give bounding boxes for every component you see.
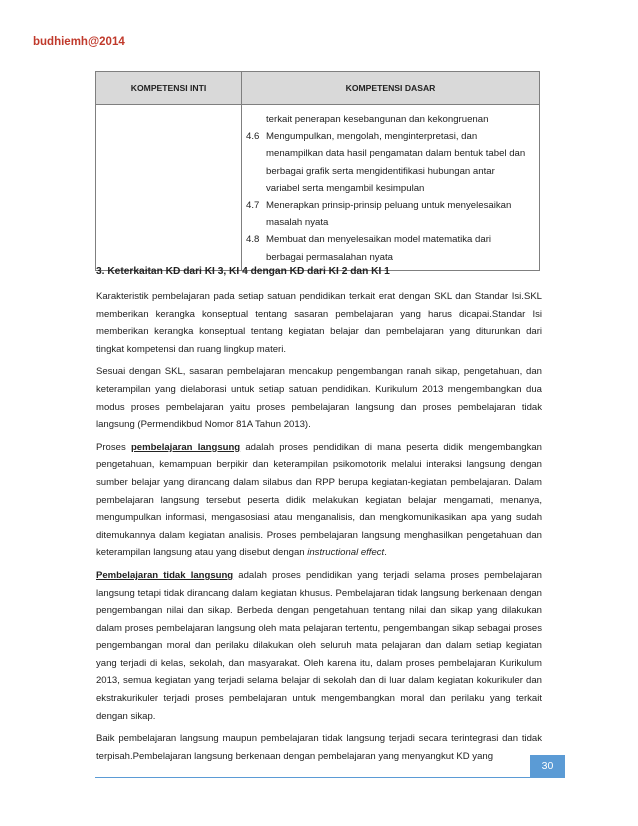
p4-body: adalah proses pendidikan yang terjadi selama proses pembelajaran langsung tetapi tidak dirancang dalam kegiatan khusus. Pembelajaran tidak langsung berkenaan dengan pengembangan nilai dan sikap. Berbeda dengan pengetahuan tentang nilai dan sikap yang dilakukan dalam proses pembelajaran langsung oleh mata pelajaran tertentu, pengembangan sikap sebagai proses pengembangan moral dan perilaku dilakukan oleh seluruh mata pelajaran dan dalam setiap kegiatan yang terjadi di kelas, sekolah, dan masyarakat. Oleh karena itu, dalam proses pembelajaran Kurikulum 2013, semua kegiatan yang terjadi selama belajar di sekolah dan di luar dalam kegiatan kokurikuler dan ekstrakurikuler terjadi proses pembelajaran untuk mengembangkan moral dan perilaku yang terkait dengan sikap. — [96, 569, 542, 722]
table-header-row — [96, 72, 540, 105]
section-heading: 3. Keterkaitan KD dari KI 3, KI 4 dengan KD dari KI 2 dan KI 1 — [96, 266, 390, 277]
kd-text: berbagai grafik serta mengidentifikasi hubungan antar — [266, 165, 495, 177]
page-number: 30 — [530, 755, 565, 777]
body-text — [96, 288, 542, 770]
kd-line — [246, 163, 533, 180]
kd-text: Menerapkan prinsip-prinsip peluang untuk menyelesaikan — [266, 200, 512, 212]
header-kompetensi-dasar: KOMPETENSI DASAR — [242, 72, 540, 105]
kd-text: Mengumpulkan, mengolah, menginterpretasi, dan — [266, 131, 478, 143]
kd-line — [246, 180, 533, 197]
kd-line — [246, 197, 533, 214]
kd-number — [246, 163, 266, 180]
kd-number — [246, 214, 266, 231]
kd-line — [246, 128, 533, 145]
kd-line — [246, 231, 533, 248]
kompetensi-table — [95, 71, 540, 271]
p3-end: . — [384, 547, 387, 559]
kompetensi-inti-cell — [96, 105, 242, 271]
kd-number — [246, 145, 266, 162]
kd-text: berbagai permasalahan nyata — [266, 251, 393, 263]
term-pembelajaran-tidak-langsung: Pembelajaran tidak langsung — [96, 569, 234, 581]
kd-number — [246, 249, 266, 266]
kd-number — [246, 111, 266, 128]
table-row — [96, 105, 540, 271]
term-instructional-effect: instructional effect — [307, 547, 385, 559]
kd-text: terkait penerapan kesebangunan dan kekongruenan — [266, 114, 489, 125]
kompetensi-dasar-list — [242, 105, 539, 270]
kd-line — [246, 111, 533, 128]
kd-text: menampilkan data hasil pengamatan dalam bentuk tabel dan — [266, 148, 526, 160]
kd-number — [246, 180, 266, 197]
kd-text: Membuat dan menyelesaikan model matematika dari — [266, 234, 492, 246]
kd-line — [246, 249, 533, 266]
term-pembelajaran-langsung: pembelajaran langsung — [130, 441, 241, 453]
kompetensi-dasar-cell — [242, 105, 540, 271]
kd-text: masalah nyata — [266, 217, 329, 229]
footer-rule — [95, 777, 565, 778]
kd-line — [246, 214, 533, 231]
paragraph-pembelajaran-langsung — [96, 439, 542, 562]
kd-line — [246, 145, 533, 162]
kd-text: variabel serta mengambil kesimpulan — [266, 182, 425, 194]
kd-number: 4.7 — [246, 200, 260, 212]
kd-number: 4.6 — [246, 131, 260, 143]
header-kompetensi-inti: KOMPETENSI INTI — [96, 72, 242, 105]
paragraph-karakteristik: Karakteristik pembelajaran pada setiap satuan pendidikan terkait erat dengan SKL dan Standar Isi.SKL memberikan kerangka konseptual tentang sasaran pembelajaran yang harus dicapai.Standar Isi memberikan kerangka konseptual tentang kegiatan belajar dan pembelajaran yang diturunkan dari tingkat kompetensi dan ruang lingkup materi. — [96, 291, 542, 355]
kd-number: 4.8 — [246, 234, 260, 246]
p3-body: adalah proses pendidikan di mana peserta didik mengembangkan pengetahuan, kemampuan berpikir dan keterampilan psikomotorik melalui interaksi langsung dengan sumber belajar yang dirancang dalam silabus dan RPP berupa kegiatan-kegiatan pembelajaran. Dalam pembelajaran langsung tersebut peserta didik melakukan kegiatan belajar mengamati, menanya, mengumpulkan informasi, mengasosiasi atau menganalisis, dan mengkomunikasikan apa yang sudah ditemukannya dalam kegiatan analisis. Proses pembelajaran langsung menghasilkan pengetahuan dan keterampilan langsung atau yang disebut dengan — [96, 441, 542, 559]
paragraph-integrasi: Baik pembelajaran langsung maupun pembelajaran tidak langsung terjadi secara terintegrasi dan tidak terpisah.Pembelajaran langsung berkenaan dengan pembelajaran yang menyangkut KD yang — [96, 733, 542, 762]
paragraph-skl: Sesuai dengan SKL, sasaran pembelajaran mencakup pengembangan ranah sikap, pengetahuan, dan keterampilan yang dielaborasi untuk setiap satuan pendidikan. Kurikulum 2013 mengembangkan dua modus proses pembelajaran yaitu proses pembelajaran langsung dan proses pembelajaran tidak langsung (Permendikbud Nomor 81A Tahun 2013). — [96, 366, 542, 431]
header-watermark: budhiemh@2014 — [33, 36, 125, 48]
p3-pre: Proses — [96, 441, 131, 453]
paragraph-pembelajaran-tidak-langsung — [96, 567, 542, 725]
